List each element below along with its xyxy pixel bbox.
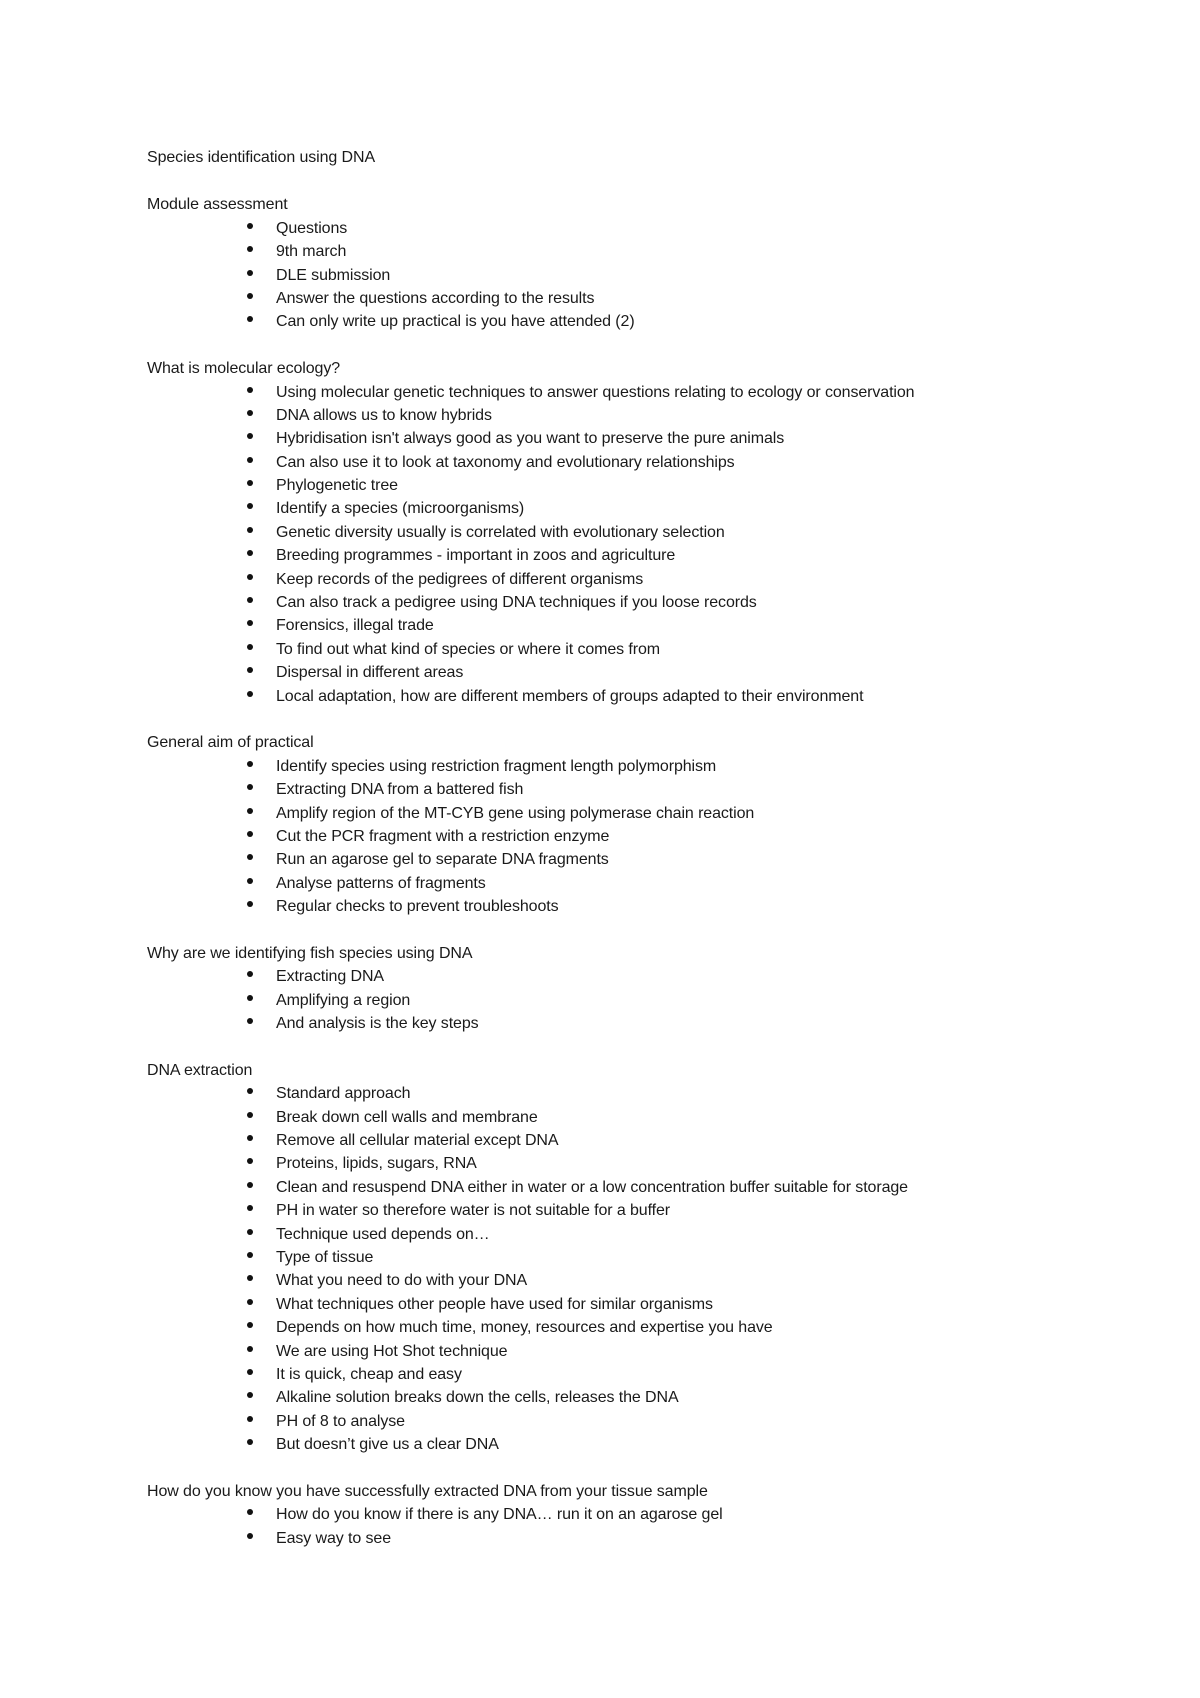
list-item <box>147 568 1147 591</box>
list-item-text: Keep records of the pedigrees of different organisms <box>276 570 644 588</box>
list-item <box>147 1176 1147 1199</box>
list-item <box>147 848 1147 871</box>
bullet-icon <box>247 808 253 814</box>
list-item-text: Can also use it to look at taxonomy and evolutionary relationships <box>276 453 735 471</box>
list-item-text: Clean and resuspend DNA either in water or a low concentration buffer suitable for storage <box>276 1178 908 1196</box>
bullet-icon <box>247 223 253 229</box>
list-item <box>147 1316 1147 1339</box>
document-body <box>147 146 1147 1550</box>
list-item <box>147 264 1147 287</box>
list-item <box>147 1503 1147 1526</box>
bullet-icon <box>247 854 253 860</box>
bullet-icon <box>247 1112 253 1118</box>
list-item-text: Can also track a pedigree using DNA techniques if you loose records <box>276 594 757 612</box>
list-item <box>147 1246 1147 1269</box>
list-item <box>147 1223 1147 1246</box>
list-item-text: Regular checks to prevent troubleshoots <box>276 898 559 916</box>
list-item <box>147 1129 1147 1152</box>
bullet-icon <box>247 433 253 439</box>
list-item <box>147 474 1147 497</box>
bullet-icon <box>247 503 253 509</box>
list-item <box>147 825 1147 848</box>
bullet-icon <box>247 574 253 580</box>
list-item <box>147 240 1147 263</box>
list-item-text: Proteins, lipids, sugars, RNA <box>276 1155 477 1173</box>
list-item-text: Remove all cellular material except DNA <box>276 1132 559 1150</box>
list-item-text: Breeding programmes - important in zoos and agriculture <box>276 547 676 565</box>
bullet-icon <box>247 293 253 299</box>
list-item <box>147 661 1147 684</box>
bullet-list <box>147 755 1147 919</box>
list-item <box>147 614 1147 637</box>
bullet-icon <box>247 620 253 626</box>
bullet-icon <box>247 644 253 650</box>
list-item-text: Forensics, illegal trade <box>276 617 434 635</box>
bullet-icon <box>247 1322 253 1328</box>
list-item-text: DLE submission <box>276 266 391 284</box>
list-item <box>147 872 1147 895</box>
bullet-icon <box>247 527 253 533</box>
bullet-icon <box>247 270 253 276</box>
list-item <box>147 755 1147 778</box>
section-heading: General aim of practical <box>147 734 314 752</box>
list-item <box>147 1410 1147 1433</box>
list-item-text: To find out what kind of species or where it comes from <box>276 640 661 658</box>
list-item-text: DNA allows us to know hybrids <box>276 406 492 424</box>
list-item <box>147 591 1147 614</box>
bullet-list <box>147 381 1147 708</box>
list-item-text: Identify species using restriction fragment length polymorphism <box>276 757 717 775</box>
list-item-text: Identify a species (microorganisms) <box>276 500 525 518</box>
list-item <box>147 544 1147 567</box>
bullet-icon <box>247 410 253 416</box>
list-item <box>147 451 1147 474</box>
list-item-text: Type of tissue <box>276 1248 374 1266</box>
bullet-icon <box>247 1205 253 1211</box>
list-item-text: Alkaline solution breaks down the cells, releases the DNA <box>276 1389 679 1407</box>
list-item-text: Local adaptation, how are different members of groups adapted to their environment <box>276 687 864 705</box>
list-item-text: And analysis is the key steps <box>276 1015 479 1033</box>
list-item-text: Hybridisation isn't always good as you want to preserve the pure animals <box>276 430 785 448</box>
list-item-text: Easy way to see <box>276 1529 392 1547</box>
bullet-icon <box>247 1533 253 1539</box>
list-item-text: Amplifying a region <box>276 991 411 1009</box>
section-heading: Module assessment <box>147 196 288 214</box>
bullet-list <box>147 217 1147 334</box>
bullet-icon <box>247 1018 253 1024</box>
list-item-text: Using molecular genetic techniques to answer questions relating to ecology or conservation <box>276 383 915 401</box>
section-spacer <box>147 708 1147 731</box>
bullet-icon <box>247 1346 253 1352</box>
list-item-text: PH of 8 to analyse <box>276 1412 405 1430</box>
list-item <box>147 638 1147 661</box>
bullet-icon <box>247 480 253 486</box>
list-item-text: Can only write up practical is you have attended (2) <box>276 313 635 331</box>
list-item <box>147 1152 1147 1175</box>
list-item-text: Amplify region of the MT-CYB gene using polymerase chain reaction <box>276 804 755 822</box>
bullet-icon <box>247 878 253 884</box>
bullet-icon <box>247 1252 253 1258</box>
bullet-icon <box>247 1275 253 1281</box>
bullet-icon <box>247 597 253 603</box>
list-item <box>147 287 1147 310</box>
list-item-text: Extracting DNA <box>276 968 384 986</box>
section-heading: What is molecular ecology? <box>147 360 341 378</box>
list-item-text: Answer the questions according to the results <box>276 289 595 307</box>
bullet-icon <box>247 1509 253 1515</box>
bullet-icon <box>247 1439 253 1445</box>
list-item <box>147 497 1147 520</box>
bullet-icon <box>247 1299 253 1305</box>
list-item <box>147 895 1147 918</box>
bullet-icon <box>247 1229 253 1235</box>
bullet-list <box>147 965 1147 1035</box>
list-item <box>147 989 1147 1012</box>
bullet-icon <box>247 667 253 673</box>
bullet-icon <box>247 995 253 1001</box>
list-item <box>147 1082 1147 1105</box>
list-item-text: 9th march <box>276 243 347 261</box>
bullet-icon <box>247 550 253 556</box>
list-item <box>147 310 1147 333</box>
section-heading: How do you know you have successfully extracted DNA from your tissue sample <box>147 1482 708 1500</box>
list-item <box>147 778 1147 801</box>
bullet-icon <box>247 971 253 977</box>
section-spacer <box>147 1456 1147 1479</box>
list-item-text: Dispersal in different areas <box>276 664 464 682</box>
list-item-text: But doesn’t give us a clear DNA <box>276 1436 499 1454</box>
list-item <box>147 217 1147 240</box>
bullet-icon <box>247 1158 253 1164</box>
list-item-text: Phylogenetic tree <box>276 477 398 495</box>
list-item-text: PH in water so therefore water is not suitable for a buffer <box>276 1202 671 1220</box>
bullet-list <box>147 1082 1147 1456</box>
bullet-icon <box>247 1182 253 1188</box>
bullet-icon <box>247 1392 253 1398</box>
list-item <box>147 1293 1147 1316</box>
list-item <box>147 427 1147 450</box>
bullet-icon <box>247 831 253 837</box>
bullet-icon <box>247 387 253 393</box>
list-item <box>147 1199 1147 1222</box>
list-item-text: Analyse patterns of fragments <box>276 874 486 892</box>
list-item <box>147 965 1147 988</box>
bullet-icon <box>247 691 253 697</box>
list-item-text: Questions <box>276 219 348 237</box>
bullet-icon <box>247 1416 253 1422</box>
sections-container <box>147 193 1147 1550</box>
list-item-text: Break down cell walls and membrane <box>276 1108 538 1126</box>
bullet-icon <box>247 1369 253 1375</box>
list-item <box>147 1106 1147 1129</box>
section-spacer <box>147 334 1147 357</box>
bullet-list <box>147 1503 1147 1550</box>
list-item <box>147 404 1147 427</box>
list-item <box>147 1363 1147 1386</box>
list-item-text: It is quick, cheap and easy <box>276 1365 462 1383</box>
list-item-text: Standard approach <box>276 1085 411 1103</box>
list-item-text: Technique used depends on… <box>276 1225 490 1243</box>
section-heading: DNA extraction <box>147 1061 253 1079</box>
list-item <box>147 1527 1147 1550</box>
list-item <box>147 381 1147 404</box>
section-spacer <box>147 919 1147 942</box>
list-item-text: Run an agarose gel to separate DNA fragments <box>276 851 609 869</box>
title-spacer <box>147 169 1147 193</box>
bullet-icon <box>247 316 253 322</box>
list-item <box>147 685 1147 708</box>
list-item-text: Depends on how much time, money, resources and expertise you have <box>276 1319 773 1337</box>
bullet-icon <box>247 457 253 463</box>
list-item <box>147 1340 1147 1363</box>
list-item <box>147 1386 1147 1409</box>
bullet-icon <box>247 1088 253 1094</box>
list-item-text: Extracting DNA from a battered fish <box>276 781 524 799</box>
section-heading: Why are we identifying fish species using DNA <box>147 944 473 962</box>
bullet-icon <box>247 761 253 767</box>
list-item-text: What you need to do with your DNA <box>276 1272 528 1290</box>
bullet-icon <box>247 246 253 252</box>
list-item <box>147 1012 1147 1035</box>
bullet-icon <box>247 901 253 907</box>
section-spacer <box>147 1035 1147 1058</box>
list-item <box>147 1433 1147 1456</box>
list-item-text: Genetic diversity usually is correlated with evolutionary selection <box>276 523 725 541</box>
list-item <box>147 521 1147 544</box>
list-item <box>147 1269 1147 1292</box>
bullet-icon <box>247 784 253 790</box>
bullet-icon <box>247 1135 253 1141</box>
list-item-text: Cut the PCR fragment with a restriction enzyme <box>276 827 610 845</box>
list-item <box>147 802 1147 825</box>
list-item-text: We are using Hot Shot technique <box>276 1342 508 1360</box>
list-item-text: How do you know if there is any DNA… run it on an agarose gel <box>276 1506 723 1524</box>
document-title: Species identification using DNA <box>147 149 376 166</box>
list-item-text: What techniques other people have used for similar organisms <box>276 1295 713 1313</box>
